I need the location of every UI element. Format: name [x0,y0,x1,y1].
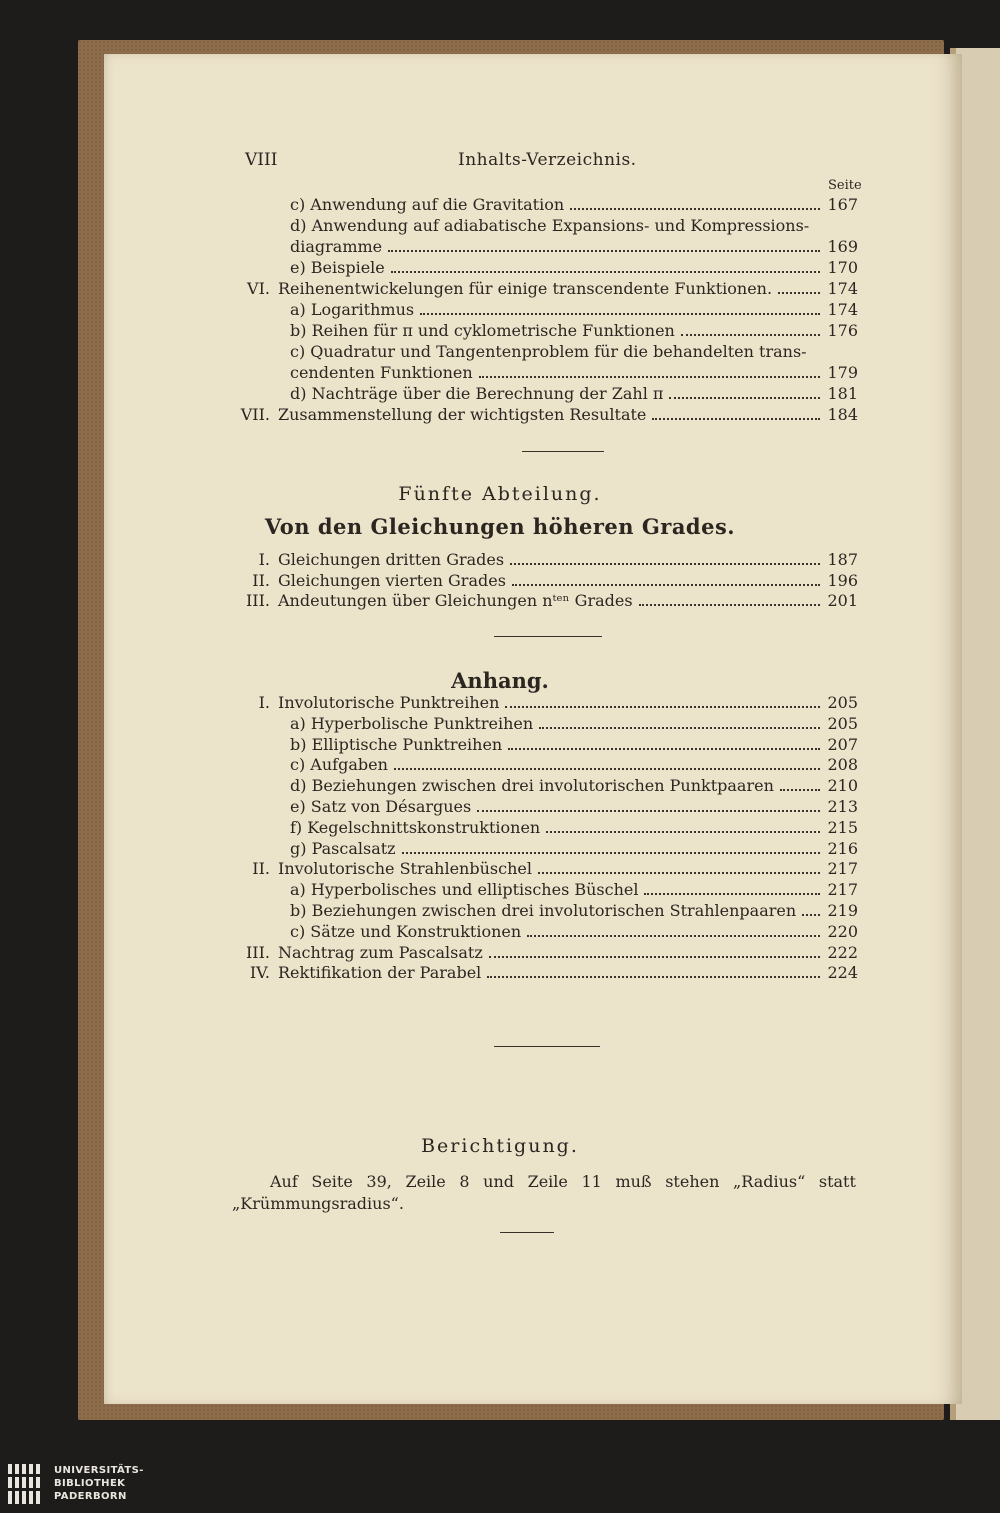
errata-line-2: „Krümmungsradius“. [232,1194,404,1213]
toc-entry-page: 174 [827,279,858,298]
toc-leader-dots [391,271,820,273]
adjacent-page [956,48,1000,1420]
toc-leader-dots [477,810,820,812]
toc-entry-label: c) Quadratur und Tangentenproblem für die behandelten trans- [290,342,807,361]
toc-entry [230,362,858,383]
page-number-roman: VIII [245,150,278,170]
toc-entry-label: Nachtrag zum Pascalsatz [278,942,483,962]
errata-word: und [483,1172,514,1191]
toc-entry-page: 201 [827,591,858,610]
errata-word: muß [615,1172,652,1191]
toc-entry-page: 179 [827,363,858,382]
toc-entry-page: 222 [827,942,858,962]
toc-entry-page: 174 [827,300,858,319]
toc-entry [230,817,858,838]
anhang-heading: Anhang. [451,668,549,693]
toc-entry-page: 205 [827,713,858,733]
toc-leader-dots [420,313,820,315]
toc-entry-label: d) Anwendung auf adiabatische Expansions- und Kompressions- [290,216,810,235]
toc-leader-dots [510,563,820,565]
toc-entry [230,549,858,570]
toc-entry [230,383,858,404]
toc-entry-label: f) Kegelschnittskonstruktionen [290,817,541,837]
library-logo-line: UNIVERSITÄTS- [54,1465,144,1476]
toc-entry [230,962,858,983]
errata-word: stehen [665,1172,720,1191]
toc-entry-label: Involutorische Strahlenbüschel [278,859,532,879]
toc-entry [230,215,858,236]
toc-entry [230,692,858,713]
toc-entry-number: IV. [249,963,270,983]
toc-entry-page: 215 [827,817,858,837]
toc-entry [230,775,858,796]
errata-word: Zeile [527,1172,568,1191]
toc-entry-page: 205 [827,693,858,712]
errata-word: 8 [459,1172,470,1191]
toc-entry-label: b) Beziehungen zwischen drei involutorischen Strahlenpaaren [290,901,797,920]
toc-leader-dots [681,334,820,336]
toc-entry-page: 217 [827,880,858,900]
toc-entry-label: diagramme [290,237,383,256]
library-logo-icon [8,1464,44,1504]
toc-leader-dots [802,914,820,916]
toc-entry-number: III. [245,942,270,962]
toc-leader-dots [394,768,820,770]
toc-entry-page: 181 [827,384,858,403]
toc-leader-dots [546,831,820,833]
toc-entry [230,942,858,963]
toc-leader-dots [778,292,820,294]
library-logo-line: PADERBORN [54,1491,127,1502]
toc-entry [230,858,858,879]
library-logo [0,1458,1000,1513]
toc-entry-page: 224 [827,963,858,983]
toc-entry-page: 216 [827,838,858,858]
toc-entry-label: Rektifikation der Parabel [278,963,482,983]
toc-leader-dots [388,250,820,252]
errata-word: „Radius“ [732,1172,806,1191]
toc-leader-dots [512,584,820,586]
divider [494,636,602,637]
toc-entry-label: Andeutungen über Gleichungen nᵗᵉⁿ Grades [278,591,633,610]
toc-entry-page: 187 [827,550,858,569]
errata-heading: Berichtigung. [421,1135,579,1157]
toc-entry-number: VII. [240,405,270,424]
toc-entry-page: 220 [827,921,858,941]
toc-entry-label: b) Elliptische Punktreihen [290,734,503,754]
toc-leader-dots [527,935,820,937]
toc-entry [230,734,858,755]
toc-entry-label: cendenten Funktionen [290,363,473,382]
toc-entry-page: 213 [827,797,858,816]
toc-entry-number: I. [258,693,270,712]
toc-entry [230,341,858,362]
toc-leader-dots [487,976,820,978]
toc-entry-page: 167 [827,195,858,214]
toc-entry-number: III. [245,591,270,610]
toc-entry-label: Zusammenstellung der wichtigsten Resultate [278,405,647,424]
toc-entry-label: Gleichungen dritten Grades [278,550,505,569]
errata-word: 39, [366,1172,392,1191]
toc-entry-page: 219 [827,901,858,920]
toc-leader-dots [538,872,820,874]
toc-entry-label: g) Pascalsatz [290,838,396,858]
toc-entry [230,921,858,942]
library-logo-line: BIBLIOTHEK [54,1478,126,1489]
toc-entry [230,194,858,215]
toc-entry-label: e) Satz von Désargues [290,797,472,816]
seite-label: Seite [828,178,862,193]
toc-entry-label: d) Nachträge über die Berechnung der Zahl π [290,384,664,403]
toc-entry [230,796,858,817]
toc-entry-label: c) Anwendung auf die Gravitation [290,195,565,214]
toc-leader-dots [479,376,820,378]
toc-leader-dots [402,852,820,854]
toc-leader-dots [505,706,820,708]
toc-entry-number: II. [252,859,270,879]
toc-entry-label: a) Hyperbolische Punktreihen [290,713,534,733]
toc-entry-page: 210 [827,776,858,796]
toc-entry [230,590,858,611]
section-abteilung: Fünfte Abteilung. [398,483,602,505]
errata-word: Zeile [405,1172,446,1191]
toc-leader-dots [669,397,820,399]
toc-entry-page: 196 [827,570,858,590]
toc-entry-page: 170 [827,258,858,277]
toc-entry-page: 184 [827,405,858,424]
toc-entry-label: a) Hyperbolisches und elliptisches Büschel [290,880,639,900]
toc-entry-number: VI. [247,279,270,298]
toc-entry-label: e) Beispiele [290,258,385,277]
toc-entry [230,278,858,299]
toc-entry-label: b) Reihen für π und cyklometrische Funktionen [290,321,675,340]
section-heading: Von den Gleichungen höheren Grades. [264,514,736,539]
toc-leader-dots [489,956,820,958]
toc-leader-dots [539,727,820,729]
toc-entry-number: II. [252,570,270,590]
toc-entry-page: 207 [827,734,858,754]
toc-entry [230,838,858,859]
toc-leader-dots [652,418,820,420]
toc-leader-dots [780,789,820,791]
toc-entry-page: 208 [827,755,858,775]
toc-entry [230,879,858,900]
toc-entry-label: c) Aufgaben [290,755,388,775]
toc-entry-label: c) Sätze und Konstruktionen [290,921,522,941]
toc-leader-dots [570,208,820,210]
toc-entry-label: Reihenentwickelungen für einige transcendente Funktionen. [278,279,773,298]
toc-entry [230,404,858,425]
toc-entry [230,257,858,278]
library-logo-text [54,1464,144,1503]
toc-leader-dots [639,604,820,606]
toc-entry-page: 217 [827,859,858,879]
errata-line-1 [270,1172,856,1192]
toc-entry-label: Involutorische Punktreihen [278,693,500,712]
toc-entry [230,570,858,591]
errata-word: 11 [581,1172,602,1191]
toc-leader-dots [644,893,820,895]
divider [522,451,604,452]
toc-entry-number: I. [258,550,270,569]
toc-entry [230,713,858,734]
toc-entry-label: a) Logarithmus [290,300,415,319]
toc-entry-page: 169 [827,237,858,256]
page-title: Inhalts-Verzeichnis. [458,150,637,170]
toc-entry [230,299,858,320]
divider [494,1046,600,1047]
toc-entry [230,320,858,341]
toc-leader-dots [508,748,820,750]
toc-entry [230,236,858,257]
errata-word: statt [818,1172,856,1191]
toc-entry-label: d) Beziehungen zwischen drei involutorischen Punktpaaren [290,776,774,796]
toc-entry-page: 176 [827,321,858,340]
toc-entry [230,754,858,775]
divider [500,1232,554,1233]
errata-word: Auf [270,1172,298,1191]
toc-entry-label: Gleichungen vierten Grades [278,570,506,590]
errata-word: Seite [311,1172,353,1191]
toc-entry [230,900,858,921]
